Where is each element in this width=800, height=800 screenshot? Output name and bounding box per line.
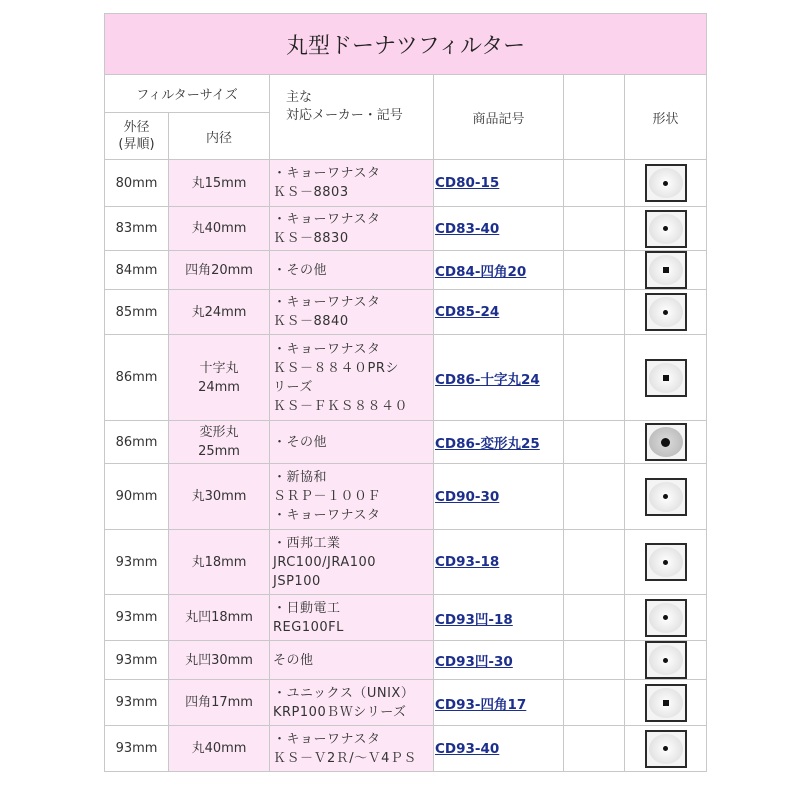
maker-line: ・キョーワナスタ xyxy=(273,166,381,181)
maker-line: ＫＳ－8830 xyxy=(273,230,349,246)
maker-line: ・キョーワナスタ xyxy=(273,211,381,227)
outer-diameter: 93mm xyxy=(105,680,169,726)
blank-cell xyxy=(564,160,625,207)
maker-line: ＫＳ－Ｖ2Ｒ/～Ｖ4ＰＳ xyxy=(273,750,417,766)
filter-hole xyxy=(663,267,669,273)
table-row xyxy=(105,641,707,680)
shape-cell xyxy=(625,726,707,772)
shape-cell xyxy=(625,464,707,530)
maker-cell xyxy=(270,530,434,595)
maker-cell xyxy=(270,464,434,530)
table-row xyxy=(105,595,707,641)
inner-diameter-line1: 丸凹18mm xyxy=(185,610,253,625)
inner-diameter-line1: 四角20mm xyxy=(185,262,253,278)
header-maker xyxy=(270,75,434,160)
table-row xyxy=(105,464,707,530)
product-code-link[interactable]: CD86-十字丸24 xyxy=(435,371,540,388)
product-code-cell xyxy=(434,641,564,680)
blank-cell xyxy=(564,207,625,251)
filter-hole xyxy=(663,658,668,663)
inner-diameter-line1: 丸40mm xyxy=(191,741,247,756)
maker-line: ・キョーワナスタ xyxy=(273,731,381,747)
inner-diameter-line1: 丸24mm xyxy=(191,304,247,320)
square-hole-disc-icon[interactable] xyxy=(645,251,687,289)
inner-diameter-line1: 丸18mm xyxy=(191,554,247,570)
filter-hole xyxy=(663,700,669,706)
inner-diameter-line1: 丸15mm xyxy=(191,175,247,191)
inner-diameter xyxy=(169,335,270,421)
inner-diameter-line1: 四角17mm xyxy=(185,695,253,710)
inner-diameter xyxy=(169,160,270,207)
table-row xyxy=(105,726,707,772)
header-filter-size: フィルターサイズ xyxy=(105,75,270,113)
maker-line: ・日動電工 xyxy=(273,600,341,616)
inner-diameter xyxy=(169,530,270,595)
filter-hole xyxy=(663,375,669,381)
maker-cell xyxy=(270,421,434,464)
outer-diameter: 93mm xyxy=(105,530,169,595)
filter-hole xyxy=(663,181,668,186)
inner-diameter-line1: 丸凹30mm xyxy=(185,652,253,668)
maker-line: ＫＳ－8803 xyxy=(273,185,349,200)
header-inner: 内径 xyxy=(169,113,270,160)
outer-diameter: 86mm xyxy=(105,335,169,421)
table-row xyxy=(105,680,707,726)
maker-line: KRP100ＢＷシリーズ xyxy=(273,704,407,720)
maker-cell xyxy=(270,290,434,335)
product-code-link[interactable]: CD93凹-18 xyxy=(435,611,513,628)
round-hole-disc-icon[interactable] xyxy=(645,210,687,248)
maker-cell xyxy=(270,335,434,421)
filter-hole xyxy=(663,615,668,620)
inner-diameter-line1: 変形丸 xyxy=(199,425,239,440)
blank-cell xyxy=(564,680,625,726)
inner-diameter xyxy=(169,464,270,530)
inner-diameter xyxy=(169,641,270,680)
maker-line: ＳＲＰ－１００Ｆ xyxy=(273,489,382,504)
blank-cell xyxy=(564,726,625,772)
maker-cell xyxy=(270,251,434,290)
shape-cell xyxy=(625,595,707,641)
shape-cell xyxy=(625,421,707,464)
blank-cell xyxy=(564,251,625,290)
maker-line: ・キョーワナスタ xyxy=(273,341,381,357)
round-hole-disc-icon[interactable] xyxy=(645,599,687,637)
outer-diameter: 93mm xyxy=(105,595,169,641)
product-code-link[interactable]: CD93-四角17 xyxy=(435,696,527,713)
product-code-link[interactable]: CD90-30 xyxy=(435,488,500,505)
maker-line: ・キョーワナスタ xyxy=(273,295,381,310)
maker-line: その他 xyxy=(273,652,314,668)
maker-cell xyxy=(270,680,434,726)
inner-diameter xyxy=(169,290,270,335)
blank-cell xyxy=(564,290,625,335)
inner-diameter xyxy=(169,421,270,464)
table-row xyxy=(105,530,707,595)
table-row xyxy=(105,251,707,290)
product-code-cell xyxy=(434,464,564,530)
header-outer xyxy=(105,113,169,160)
product-code-cell xyxy=(434,680,564,726)
product-code-cell xyxy=(434,726,564,772)
table-row xyxy=(105,335,707,421)
header-maker-line1: 主な xyxy=(286,90,313,105)
product-code-link[interactable]: CD93-40 xyxy=(435,740,500,757)
maker-line: JRC100/JRA100 xyxy=(273,554,377,570)
table-row xyxy=(105,421,707,464)
inner-diameter-line2: 24mm xyxy=(198,379,240,395)
maker-cell xyxy=(270,641,434,680)
filter-hole xyxy=(663,494,668,499)
product-code-cell xyxy=(434,160,564,207)
round-hole-disc-icon[interactable] xyxy=(645,641,687,679)
inner-diameter-line1: 丸40mm xyxy=(191,221,247,236)
product-code-link[interactable]: CD80-15 xyxy=(435,175,500,191)
maker-line: ・ユニックス（UNIX） xyxy=(273,685,415,701)
maker-cell xyxy=(270,595,434,641)
blank-cell xyxy=(564,530,625,595)
shape-cell xyxy=(625,290,707,335)
inner-diameter-line1: 丸30mm xyxy=(191,489,247,504)
maker-cell xyxy=(270,160,434,207)
outer-diameter: 85mm xyxy=(105,290,169,335)
outer-diameter: 80mm xyxy=(105,160,169,207)
filter-hole xyxy=(663,560,668,565)
round-hole-disc-icon[interactable] xyxy=(645,478,687,516)
product-code-cell xyxy=(434,207,564,251)
inner-diameter xyxy=(169,680,270,726)
product-code-cell xyxy=(434,335,564,421)
outer-diameter: 90mm xyxy=(105,464,169,530)
blank-cell xyxy=(564,641,625,680)
outer-diameter: 93mm xyxy=(105,726,169,772)
maker-line: ＫＳ－ＦＫＳ８８４０ xyxy=(273,398,409,414)
blank-cell xyxy=(564,464,625,530)
inner-diameter xyxy=(169,595,270,641)
maker-line: ＫＳ－8840 xyxy=(273,314,349,329)
maker-line: JSP100 xyxy=(273,573,321,589)
outer-diameter: 86mm xyxy=(105,421,169,464)
header-outer-line1: 外径 xyxy=(123,120,150,135)
product-code-cell xyxy=(434,251,564,290)
outer-diameter: 84mm xyxy=(105,251,169,290)
outer-diameter: 83mm xyxy=(105,207,169,251)
table-row xyxy=(105,290,707,335)
page-title: 丸型ドーナツフィルター xyxy=(105,14,707,75)
product-code-link[interactable]: CD84-四角20 xyxy=(435,264,527,280)
maker-line: ・その他 xyxy=(273,262,328,278)
table-row xyxy=(105,160,707,207)
filter-hole xyxy=(661,438,670,447)
blank-cell xyxy=(564,421,625,464)
product-code-link[interactable]: CD93凹-30 xyxy=(435,654,513,670)
filter-hole xyxy=(663,226,668,231)
header-blank xyxy=(564,75,625,160)
outer-diameter: 93mm xyxy=(105,641,169,680)
product-code-link[interactable]: CD83-40 xyxy=(435,220,500,237)
shape-cell xyxy=(625,641,707,680)
shape-cell xyxy=(625,530,707,595)
shape-cell xyxy=(625,207,707,251)
maker-line: リーズ xyxy=(273,379,313,395)
maker-line: ・その他 xyxy=(273,434,328,450)
inner-diameter-line1: 十字丸 xyxy=(199,360,239,376)
product-code-cell xyxy=(434,421,564,464)
product-code-cell xyxy=(434,530,564,595)
header-code: 商品記号 xyxy=(434,75,564,160)
cross-hole-disc-icon[interactable] xyxy=(645,359,687,397)
filter-table xyxy=(104,13,707,772)
maker-line: REG100FL xyxy=(273,619,344,635)
shape-cell xyxy=(625,335,707,421)
table-row xyxy=(105,207,707,251)
maker-line: ・西邦工業 xyxy=(273,535,341,551)
square-hole-disc-icon[interactable] xyxy=(645,684,687,722)
product-code-link[interactable]: CD93-18 xyxy=(435,554,500,570)
product-code-cell xyxy=(434,595,564,641)
header-outer-line2: (昇順) xyxy=(118,137,155,152)
round-hole-disc-icon[interactable] xyxy=(645,164,687,202)
maker-cell xyxy=(270,726,434,772)
round-hole-disc-icon[interactable] xyxy=(645,293,687,331)
round-hole-disc-icon[interactable] xyxy=(645,543,687,581)
filter-hole xyxy=(663,310,668,315)
maker-line: ・キョーワナスタ xyxy=(273,508,381,523)
maker-line: ＫＳ－８８４０PRシ xyxy=(273,360,399,376)
inner-diameter xyxy=(169,726,270,772)
filter-hole xyxy=(663,746,668,751)
shaped-hole-disc-icon[interactable] xyxy=(645,423,687,461)
inner-diameter-line2: 25mm xyxy=(198,444,240,459)
round-hole-disc-icon[interactable] xyxy=(645,730,687,768)
shape-cell xyxy=(625,680,707,726)
shape-cell xyxy=(625,251,707,290)
shape-cell xyxy=(625,160,707,207)
maker-cell xyxy=(270,207,434,251)
product-code-link[interactable]: CD85-24 xyxy=(435,304,500,320)
product-code-link[interactable]: CD86-変形丸25 xyxy=(435,436,540,452)
inner-diameter xyxy=(169,251,270,290)
blank-cell xyxy=(564,335,625,421)
inner-diameter xyxy=(169,207,270,251)
header-shape: 形状 xyxy=(625,75,707,160)
blank-cell xyxy=(564,595,625,641)
header-maker-line2: 対応メーカー・記号 xyxy=(286,108,403,123)
maker-line: ・新協和 xyxy=(273,470,328,485)
product-code-cell xyxy=(434,290,564,335)
